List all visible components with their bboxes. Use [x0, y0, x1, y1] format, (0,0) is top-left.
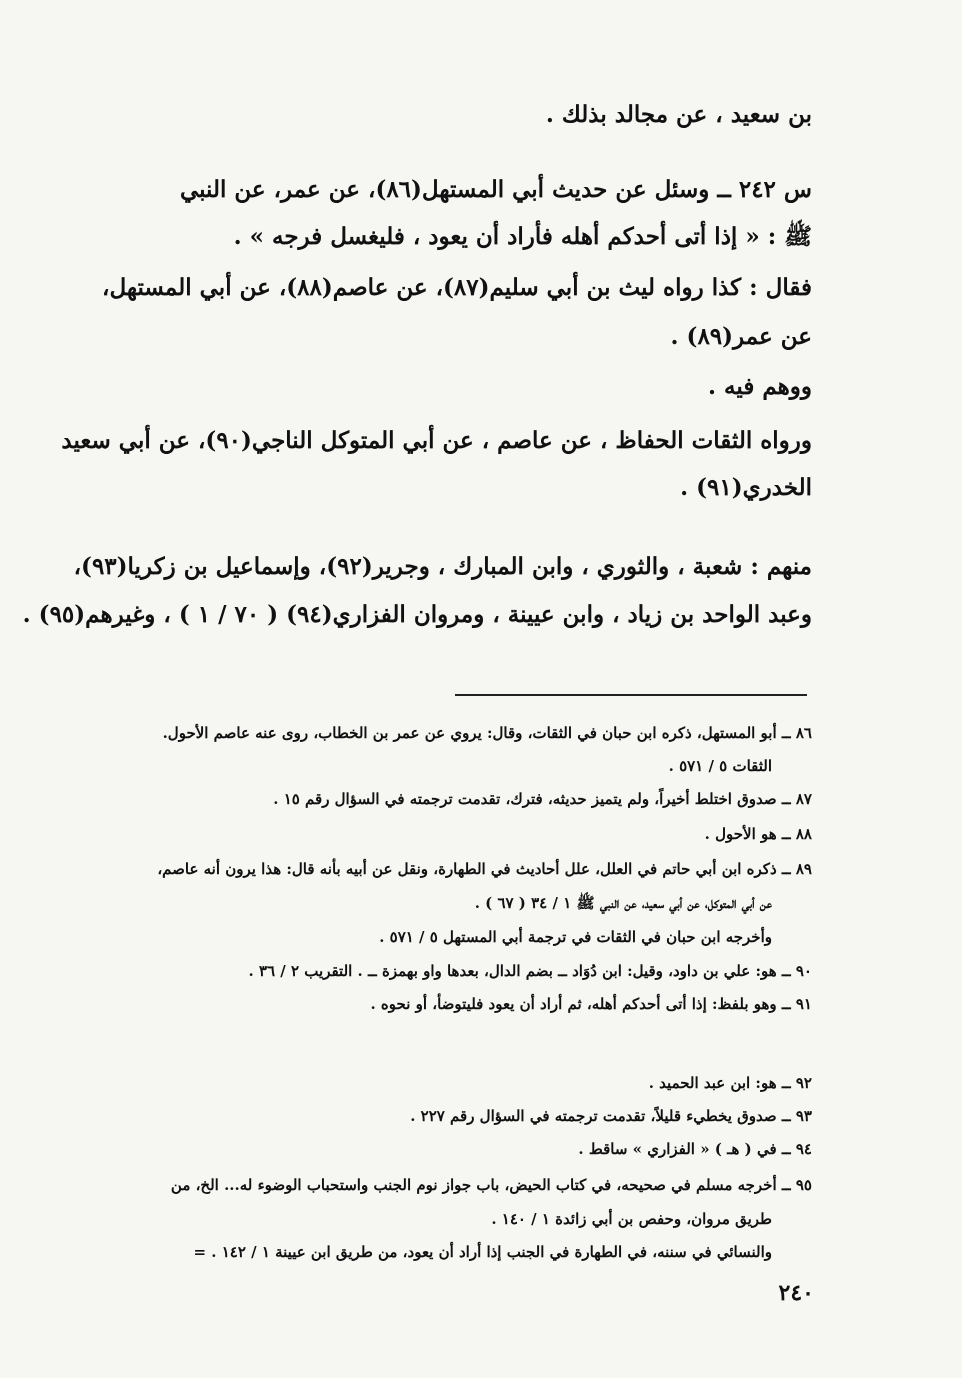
footnote-line: ٩١ ــ وهو بلفظ: إذا أتى أحدكم أهله، ثم أراد أن يعود فليتوضأ، أو نحوه . — [370, 995, 812, 1013]
page-number: ٢٤٠ — [778, 1280, 814, 1306]
footnote-line: ٩٥ ــ أخرجه مسلم في صحيحه، في كتاب الحيض، باب جواز نوم الجنب واستحباب الوضوء له... الخ، من — [170, 1176, 812, 1194]
footnote-line: وأخرجه ابن حبان في الثقات في ترجمة أبي المستهل ٥ / ٥٧١ . — [379, 928, 772, 946]
main-text-line: وعبد الواحد بن زياد ، وابن عيينة ، ومروان الفزاري(٩٤) ( ٧٠ / ١ ) ، وغيرهم(٩٥) . — [22, 601, 812, 628]
main-text-line: س ٢٤٢ ــ وسئل عن حديث أبي المستهل(٨٦)، عن عمر، عن النبي — [179, 176, 812, 203]
footnote-line: ٩٢ ــ هو: ابن عبد الحميد . — [648, 1074, 812, 1092]
footnote-line: والنسائي في سننه، في الطهارة في الجنب إذا أراد أن يعود، من طريق ابن عيينة ١ / ١٤٢ . = — [193, 1243, 772, 1261]
footnote-line: طريق مروان، وحفص بن أبي زائدة ١ / ١٤٠ . — [491, 1210, 772, 1228]
footnote-line: الثقات ٥ / ٥٧١ . — [668, 757, 772, 775]
main-text-line: ووهم فيه . — [708, 373, 812, 400]
footnote-line: ٩٣ ــ صدوق يخطيء قليلاً، تقدمت ترجمته في السؤال رقم ٢٢٧ . — [410, 1107, 812, 1125]
footnote-separator — [455, 694, 807, 696]
footnote-line: ٨٧ ــ صدوق اختلط أخيراً، ولم يتميز حديثه، فترك، تقدمت ترجمته في السؤال رقم ١٥ . — [273, 790, 812, 808]
main-text-line: الخدري(٩١) . — [680, 474, 812, 501]
main-text-line: ورواه الثقات الحفاظ ، عن عاصم ، عن أبي المتوكل الناجي(٩٠)، عن أبي سعيد — [61, 427, 812, 454]
main-text-line: منهم : شعبة ، والثوري ، وابن المبارك ، وجرير(٩٢)، وإسماعيل بن زكريا(٩٣)، — [73, 553, 812, 580]
footnote-line: ٩٠ ــ هو: علي بن داود، وقيل: ابن دُوَاد ــ بضم الدال، بعدها واو بهمزة ــ . التقريب ٢ / ٣٦ . — [248, 962, 812, 980]
footnote-line: ٨٩ ــ ذكره ابن أبي حاتم في العلل، علل أحاديث في الطهارة، ونقل عن أبيه بأنه قال: هذا يرون أنه عاصم، — [157, 860, 812, 878]
footnote-line: عن أبي المتوكل، عن أبي سعيد، عن النبي ﷺ ١ / ٣٤ ( ٦٧ ) . — [474, 894, 772, 912]
main-text-line: ﷺ : « إذا أتى أحدكم أهله فأراد أن يعود ، فليغسل فرجه » . — [233, 223, 812, 250]
main-text-line: بن سعيد ، عن مجالد بذلك . — [545, 101, 812, 128]
main-text-line: عن عمر(٨٩) . — [670, 323, 812, 350]
footnote-line: ٩٤ ــ في ( هـ ) « الفزاري » ساقط . — [578, 1140, 812, 1158]
footnote-line: ٨٦ ــ أبو المستهل، ذكره ابن حبان في الثقات، وقال: يروي عن عمر بن الخطاب، روى عنه عاصم الأحول. — [162, 724, 812, 742]
main-text-line: فقال : كذا رواه ليث بن أبي سليم(٨٧)، عن عاصم(٨٨)، عن أبي المستهل، — [102, 274, 812, 301]
footnote-line: ٨٨ ــ هو الأحول . — [704, 825, 812, 843]
